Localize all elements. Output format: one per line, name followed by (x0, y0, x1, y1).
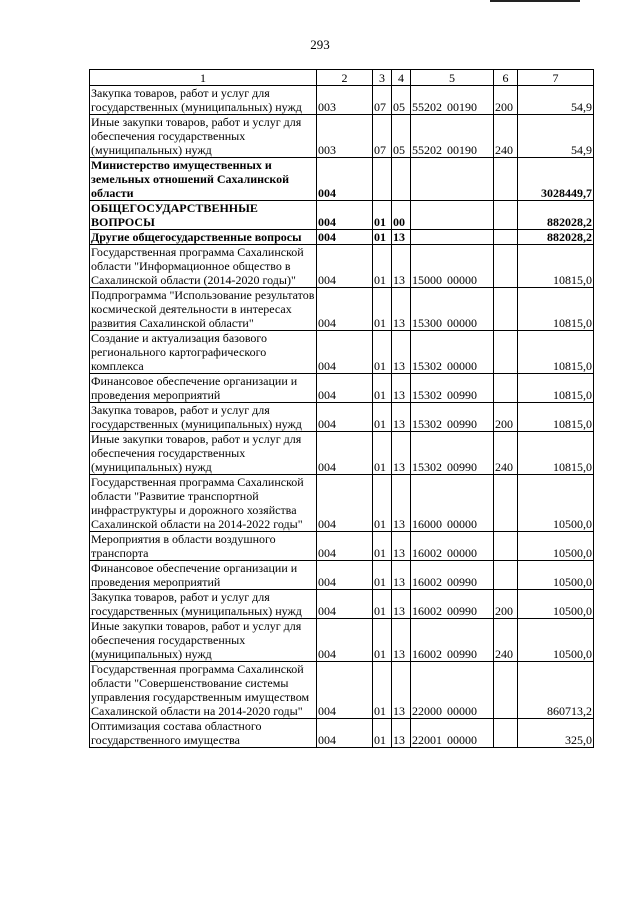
target-article-code (411, 403, 494, 432)
subsection-code: 13 (392, 403, 411, 432)
amount: 10815,0 (518, 432, 594, 475)
item-name: Иные закупки товаров, работ и услуг для обеспечения государственных (муниципальных) нужд (90, 115, 317, 158)
item-name: Подпрограмма "Использование результатов космической деятельности в интересах развития Сахалинской области" (90, 288, 317, 331)
target-article-part-1: 16002 (412, 546, 442, 560)
section-code (373, 158, 392, 201)
target-article-part-1: 15302 (412, 417, 442, 431)
target-article-code (411, 86, 494, 115)
item-name: Закупка товаров, работ и услуг для государственных (муниципальных) нужд (90, 403, 317, 432)
amount: 882028,2 (518, 201, 594, 230)
table-row (90, 662, 594, 719)
target-article-part-1: 15000 (412, 273, 442, 287)
item-name: Министерство имущественных и земельных отношений Сахалинской области (90, 158, 317, 201)
header-cell: 7 (518, 70, 594, 86)
grbs-code: 004 (317, 230, 373, 245)
amount: 10500,0 (518, 532, 594, 561)
table-row (90, 245, 594, 288)
table-header-row (90, 70, 594, 86)
target-article-part-1: 22001 (412, 733, 442, 747)
subsection-code: 05 (392, 86, 411, 115)
table-row (90, 719, 594, 748)
grbs-code: 004 (317, 288, 373, 331)
item-name: Государственная программа Сахалинской области "Информационное общество в Сахалинской области (2014-2020 годы)" (90, 245, 317, 288)
amount: 325,0 (518, 719, 594, 748)
target-article-part-2: 00000 (447, 273, 477, 287)
expense-type-code (494, 475, 518, 532)
grbs-code: 004 (317, 619, 373, 662)
target-article-part-2: 00000 (447, 546, 477, 560)
subsection-code: 13 (392, 245, 411, 288)
table-row (90, 374, 594, 403)
amount: 10815,0 (518, 288, 594, 331)
grbs-code: 004 (317, 662, 373, 719)
item-name: Иные закупки товаров, работ и услуг для обеспечения государственных (муниципальных) нужд (90, 432, 317, 475)
section-code: 01 (373, 590, 392, 619)
item-name: Государственная программа Сахалинской области "Совершенствование системы управления государственным имуществом Сахалинской области на 2014-2020 годы" (90, 662, 317, 719)
expense-type-code: 200 (494, 590, 518, 619)
subsection-code: 13 (392, 288, 411, 331)
amount: 10500,0 (518, 561, 594, 590)
target-article-code (411, 619, 494, 662)
section-code: 01 (373, 331, 392, 374)
table-row (90, 590, 594, 619)
section-code: 07 (373, 86, 392, 115)
amount: 10815,0 (518, 374, 594, 403)
amount: 860713,2 (518, 662, 594, 719)
table-row (90, 532, 594, 561)
top-edge-mark (490, 0, 580, 5)
expense-type-code (494, 561, 518, 590)
table-row (90, 230, 594, 245)
target-article-part-1: 55202 (412, 100, 442, 114)
amount: 54,9 (518, 115, 594, 158)
target-article-part-2: 00990 (447, 575, 477, 589)
section-code: 01 (373, 374, 392, 403)
target-article-part-2: 00000 (447, 316, 477, 330)
grbs-code: 004 (317, 719, 373, 748)
table-row (90, 158, 594, 201)
subsection-code: 13 (392, 331, 411, 374)
section-code: 01 (373, 245, 392, 288)
grbs-code: 004 (317, 158, 373, 201)
target-article-part-1: 15300 (412, 316, 442, 330)
target-article-code (411, 288, 494, 331)
budget-table (89, 69, 594, 748)
subsection-code: 13 (392, 719, 411, 748)
target-article-part-2: 00990 (447, 647, 477, 661)
table-row (90, 432, 594, 475)
item-name: Мероприятия в области воздушного транспорта (90, 532, 317, 561)
header-cell: 2 (317, 70, 373, 86)
expense-type-code: 240 (494, 619, 518, 662)
amount: 54,9 (518, 86, 594, 115)
target-article-part-1: 15302 (412, 359, 442, 373)
item-name: Другие общегосударственные вопросы (90, 230, 317, 245)
amount: 10815,0 (518, 331, 594, 374)
section-code: 01 (373, 432, 392, 475)
amount: 10500,0 (518, 590, 594, 619)
target-article-part-1: 15302 (412, 388, 442, 402)
target-article-part-1: 15302 (412, 460, 442, 474)
item-name: Государственная программа Сахалинской области "Развитие транспортной инфраструктуры и дорожного хозяйства Сахалинской области на 2014-2022 годы" (90, 475, 317, 532)
grbs-code: 004 (317, 432, 373, 475)
section-code: 01 (373, 201, 392, 230)
amount: 10500,0 (518, 475, 594, 532)
section-code: 01 (373, 288, 392, 331)
expense-type-code: 240 (494, 115, 518, 158)
header-cell: 4 (392, 70, 411, 86)
amount: 3028449,7 (518, 158, 594, 201)
target-article-part-2: 00190 (447, 143, 477, 157)
item-name: ОБЩЕГОСУДАРСТВЕННЫЕ ВОПРОСЫ (90, 201, 317, 230)
header-cell: 1 (90, 70, 317, 86)
expense-type-code (494, 331, 518, 374)
target-article-part-2: 00000 (447, 733, 477, 747)
expense-type-code (494, 532, 518, 561)
table-row (90, 288, 594, 331)
table-row (90, 475, 594, 532)
subsection-code: 00 (392, 201, 411, 230)
header-cell: 6 (494, 70, 518, 86)
table-row (90, 86, 594, 115)
grbs-code: 004 (317, 245, 373, 288)
amount: 10815,0 (518, 245, 594, 288)
header-cell: 3 (373, 70, 392, 86)
expense-type-code (494, 230, 518, 245)
target-article-part-2: 00990 (447, 604, 477, 618)
expense-type-code (494, 719, 518, 748)
subsection-code: 13 (392, 374, 411, 403)
section-code: 01 (373, 230, 392, 245)
grbs-code: 004 (317, 201, 373, 230)
target-article-part-1: 16002 (412, 575, 442, 589)
target-article-code (411, 532, 494, 561)
item-name: Оптимизация состава областного государственного имущества (90, 719, 317, 748)
target-article-part-1: 55202 (412, 143, 442, 157)
section-code: 01 (373, 532, 392, 561)
section-code: 01 (373, 561, 392, 590)
table-row (90, 403, 594, 432)
target-article-code (411, 201, 494, 230)
item-name: Финансовое обеспечение организации и проведения мероприятий (90, 374, 317, 403)
target-article-part-2: 00990 (447, 388, 477, 402)
target-article-code (411, 115, 494, 158)
subsection-code: 13 (392, 662, 411, 719)
subsection-code: 13 (392, 532, 411, 561)
header-cell: 5 (411, 70, 494, 86)
table-row (90, 619, 594, 662)
target-article-code (411, 331, 494, 374)
target-article-code (411, 230, 494, 245)
target-article-part-1: 22000 (412, 704, 442, 718)
amount: 10815,0 (518, 403, 594, 432)
expense-type-code (494, 662, 518, 719)
target-article-code (411, 475, 494, 532)
target-article-part-2: 00000 (447, 704, 477, 718)
target-article-code (411, 432, 494, 475)
grbs-code: 004 (317, 561, 373, 590)
amount: 882028,2 (518, 230, 594, 245)
expense-type-code (494, 374, 518, 403)
section-code: 01 (373, 475, 392, 532)
expense-type-code (494, 201, 518, 230)
section-code: 01 (373, 403, 392, 432)
subsection-code: 13 (392, 590, 411, 619)
amount: 10500,0 (518, 619, 594, 662)
subsection-code (392, 158, 411, 201)
section-code: 01 (373, 619, 392, 662)
target-article-code (411, 561, 494, 590)
section-code: 01 (373, 662, 392, 719)
item-name: Иные закупки товаров, работ и услуг для обеспечения государственных (муниципальных) нужд (90, 619, 317, 662)
subsection-code: 13 (392, 561, 411, 590)
subsection-code: 13 (392, 475, 411, 532)
target-article-part-1: 16002 (412, 604, 442, 618)
table-body (90, 86, 594, 748)
subsection-code: 13 (392, 619, 411, 662)
table-row (90, 201, 594, 230)
target-article-part-2: 00990 (447, 460, 477, 474)
item-name: Закупка товаров, работ и услуг для государственных (муниципальных) нужд (90, 86, 317, 115)
grbs-code: 003 (317, 115, 373, 158)
item-name: Финансовое обеспечение организации и проведения мероприятий (90, 561, 317, 590)
subsection-code: 13 (392, 432, 411, 475)
grbs-code: 004 (317, 475, 373, 532)
target-article-part-1: 16002 (412, 647, 442, 661)
item-name: Закупка товаров, работ и услуг для государственных (муниципальных) нужд (90, 590, 317, 619)
expense-type-code: 200 (494, 403, 518, 432)
grbs-code: 004 (317, 532, 373, 561)
table-row (90, 115, 594, 158)
target-article-part-1: 16000 (412, 517, 442, 531)
item-name: Создание и актуализация базового регионального картографического комплекса (90, 331, 317, 374)
target-article-part-2: 00000 (447, 517, 477, 531)
target-article-part-2: 00000 (447, 359, 477, 373)
grbs-code: 004 (317, 403, 373, 432)
target-article-code (411, 245, 494, 288)
target-article-part-2: 00190 (447, 100, 477, 114)
grbs-code: 003 (317, 86, 373, 115)
subsection-code: 13 (392, 230, 411, 245)
section-code: 01 (373, 719, 392, 748)
target-article-code (411, 158, 494, 201)
expense-type-code: 200 (494, 86, 518, 115)
page-number: 293 (310, 37, 330, 52)
expense-type-code (494, 158, 518, 201)
target-article-code (411, 662, 494, 719)
subsection-code: 05 (392, 115, 411, 158)
target-article-code (411, 719, 494, 748)
expense-type-code (494, 288, 518, 331)
target-article-part-2: 00990 (447, 417, 477, 431)
grbs-code: 004 (317, 374, 373, 403)
expense-type-code (494, 245, 518, 288)
target-article-code (411, 374, 494, 403)
grbs-code: 004 (317, 331, 373, 374)
expense-type-code: 240 (494, 432, 518, 475)
table-row (90, 561, 594, 590)
section-code: 07 (373, 115, 392, 158)
target-article-code (411, 590, 494, 619)
table-row (90, 331, 594, 374)
grbs-code: 004 (317, 590, 373, 619)
